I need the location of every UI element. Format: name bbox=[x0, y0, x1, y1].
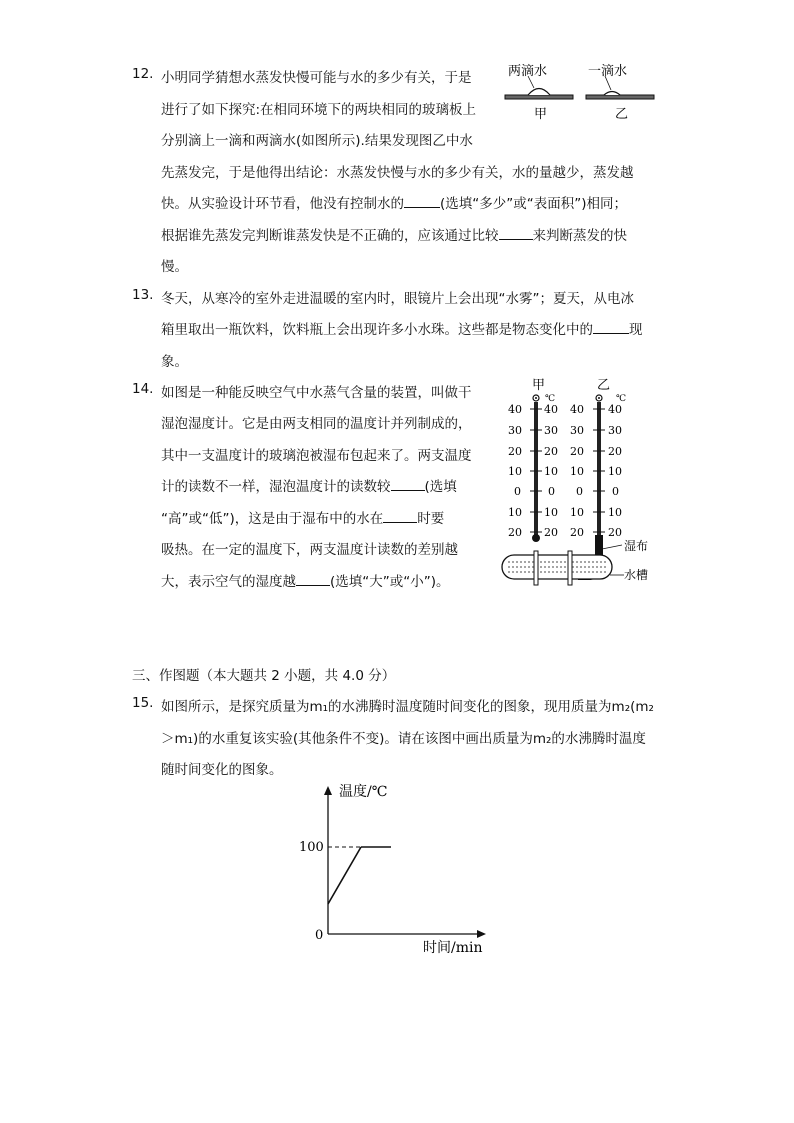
tank-clip-left bbox=[534, 551, 538, 585]
question-text-line: 计的读数不一样，湿泡温度计的读数较 (选填 bbox=[161, 479, 457, 495]
answer-blank[interactable] bbox=[499, 227, 533, 240]
section-heading: 三、作图题（本大题共 2 小题，共 4.0 分） bbox=[132, 668, 396, 684]
question-text-line: 快。从实验设计环节看，他没有控制水的 (选填“多少”或“表面积”)相同； bbox=[161, 196, 628, 212]
answer-blank[interactable] bbox=[383, 510, 417, 523]
question-number: 15. bbox=[132, 695, 154, 711]
tick-label: 0 bbox=[576, 485, 583, 498]
question-text-line: 进行了如下探究:在相同环境下的两块相同的玻璃板上 bbox=[161, 102, 477, 118]
question-text-line: 冬天，从寒冷的室外走进温暖的室内时，眼镜片上会出现“水雾”；夏天，从电冰 bbox=[161, 291, 634, 307]
water-drop-left bbox=[528, 89, 550, 96]
tick-label: 10 bbox=[508, 465, 522, 478]
tick-label: 20 bbox=[508, 445, 522, 458]
tick-label: 10 bbox=[608, 465, 622, 478]
figure-caption-right: 乙 bbox=[615, 107, 629, 122]
question-text-line: 慢。 bbox=[161, 259, 188, 275]
question-text-line: 吸热。在一定的温度下，两支温度计读数的差别越 bbox=[161, 542, 458, 558]
tick-label: 20 bbox=[544, 526, 558, 539]
question-text-line: 分别滴上一滴和两滴水(如图所示).结果发现图乙中水 bbox=[161, 133, 473, 149]
hygrometer-figure bbox=[498, 375, 668, 590]
tick-label: 30 bbox=[508, 424, 522, 437]
tick-label: 0 bbox=[612, 485, 619, 498]
tick-label: 40 bbox=[608, 403, 622, 416]
question-text-line: 先蒸发完，于是他得出结论：水蒸发快慢与水的多少有关，水的量越少，蒸发越 bbox=[161, 165, 634, 181]
tank-clip-right bbox=[568, 551, 572, 585]
unit-left: ℃ bbox=[545, 394, 556, 404]
leader-wet-cloth bbox=[602, 545, 622, 549]
tick-label: 20 bbox=[570, 526, 584, 539]
figure-caption-left: 甲 bbox=[534, 107, 548, 122]
tick-label: 30 bbox=[570, 424, 584, 437]
answer-blank[interactable] bbox=[296, 573, 330, 586]
tick-label: 0 bbox=[514, 485, 521, 498]
tick-marks bbox=[530, 409, 605, 532]
figure-label-left: 两滴水 bbox=[508, 64, 548, 79]
tick-label: 10 bbox=[544, 465, 558, 478]
tick-label: 30 bbox=[544, 424, 558, 437]
question-text-line: 其中一支温度计的玻璃泡被湿布包起来了。两支温度 bbox=[161, 448, 472, 464]
figure-label-right: 一滴水 bbox=[588, 64, 628, 79]
tick-label: 20 bbox=[544, 445, 558, 458]
evaporation-figure bbox=[500, 60, 670, 125]
question-text-line: 湿泡湿度计。它是由两支相同的温度计并列制成的， bbox=[161, 416, 472, 432]
answer-blank[interactable] bbox=[391, 478, 425, 491]
origin-label: 0 bbox=[315, 928, 324, 943]
tick-label: 30 bbox=[608, 424, 622, 437]
tick-label: 20 bbox=[608, 526, 622, 539]
tick-label: 40 bbox=[508, 403, 522, 416]
glass-plate-right bbox=[586, 95, 654, 99]
question-text-line: 如图所示，是探究质量为m₁的水沸腾时温度随时间变化的图象，现用质量为m₂(m₂ bbox=[161, 699, 654, 715]
thermometer-title-right: 乙 bbox=[597, 378, 611, 393]
heating-segment bbox=[328, 847, 361, 904]
tick-label: 20 bbox=[570, 445, 584, 458]
tick-label: 10 bbox=[570, 506, 584, 519]
question-text-line: 如图是一种能反映空气中水蒸气含量的装置，叫做干 bbox=[161, 385, 472, 401]
tick-label: 40 bbox=[570, 403, 584, 416]
water-drop-right bbox=[604, 92, 620, 96]
y-tick-label: 100 bbox=[299, 840, 324, 855]
tick-label: 0 bbox=[548, 485, 555, 498]
thermometer-bulb-left bbox=[532, 534, 540, 542]
glass-plate-left bbox=[505, 95, 573, 99]
question-text-line: 箱里取出一瓶饮料，饮料瓶上会出现许多小水珠。这些都是物态变化中的 现 bbox=[161, 322, 643, 338]
question-text-line: 随时间变化的图象。 bbox=[161, 762, 283, 778]
x-axis-label: 时间/min bbox=[423, 940, 483, 956]
label-wet-cloth: 湿布 bbox=[624, 539, 649, 553]
unit-right: ℃ bbox=[616, 394, 627, 404]
question-text-line: 大，表示空气的湿度越 (选填“大”或“小”)。 bbox=[161, 574, 450, 590]
tick-label: 20 bbox=[508, 526, 522, 539]
question-text-line: 象。 bbox=[161, 354, 188, 370]
tick-label: 10 bbox=[608, 506, 622, 519]
question-text-line: ＞m₁)的水重复该实验(其他条件不变)。请在该图中画出质量为m₂的水沸腾时温度 bbox=[161, 731, 646, 747]
question-number: 14. bbox=[132, 381, 154, 397]
question-text-line: 小明同学猜想水蒸发快慢可能与水的多少有关，于是 bbox=[161, 70, 472, 86]
thermometer-title-left: 甲 bbox=[532, 378, 546, 393]
tick-label: 10 bbox=[544, 506, 558, 519]
question-text-line: “高”或“低”)，这是由于湿布中的水在 时要 bbox=[161, 511, 445, 527]
y-axis-arrow bbox=[324, 786, 332, 795]
question-number: 12. bbox=[132, 66, 154, 82]
label-water-tank: 水槽 bbox=[624, 568, 649, 582]
boiling-graph bbox=[295, 780, 495, 960]
answer-blank[interactable] bbox=[593, 321, 629, 334]
question-number: 13. bbox=[132, 287, 154, 303]
tick-label: 10 bbox=[570, 465, 584, 478]
tick-label: 20 bbox=[608, 445, 622, 458]
tick-label: 40 bbox=[544, 403, 558, 416]
x-axis-arrow bbox=[477, 930, 486, 938]
tick-label: 10 bbox=[508, 506, 522, 519]
y-axis-label: 温度/℃ bbox=[339, 784, 388, 800]
answer-blank[interactable] bbox=[404, 195, 440, 208]
question-text-line: 根据谁先蒸发完判断谁蒸发快是不正确的，应该通过比较 来判断蒸发的快 bbox=[161, 228, 627, 244]
